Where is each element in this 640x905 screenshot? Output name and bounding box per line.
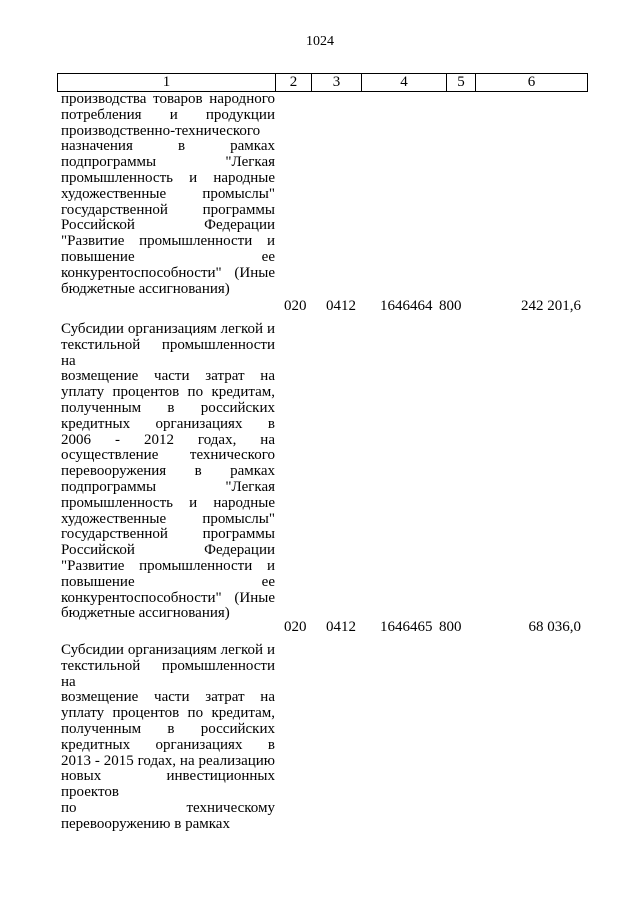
description-line: "Развитие промышленности и (61, 233, 275, 250)
description-line: конкурентоспособности" (Иные (61, 264, 275, 281)
description-line: бюджетные ассигнования) (61, 605, 230, 622)
description-line: подпрограммы "Легкая (61, 478, 275, 495)
row-1-code-col5: 800 (439, 298, 462, 314)
description-line: "Развитие промышленности и (61, 557, 275, 574)
description-line: государственной программы (61, 201, 275, 218)
column-header-3: 3 (312, 74, 362, 92)
description-line: 2006 - 2012 годах, на (61, 431, 275, 448)
description-line: кредитных организациях в (61, 736, 275, 753)
description-line: осуществление технического (61, 447, 275, 464)
description-line: текстильной промышленности на (61, 657, 275, 690)
description-line: назначения в рамках (61, 138, 275, 155)
description-line: повышение ее (61, 248, 275, 265)
description-line: промышленность и народные (61, 169, 275, 186)
description-line: потребления и продукции (61, 106, 275, 123)
page-number: 1024 (306, 34, 334, 49)
column-header-4: 4 (362, 74, 447, 92)
row-2-amount: 68 036,0 (528, 619, 581, 635)
column-header-row (58, 74, 588, 92)
description-line: уплату процентов по кредитам, (61, 384, 275, 401)
row-1-amount: 242 201,6 (521, 298, 581, 314)
row-2-code-col5: 800 (439, 619, 462, 635)
row-1-code-col3: 0412 (326, 298, 356, 314)
row-2-code-col4: 1646465 (380, 619, 433, 635)
description-line: производственно-технического (61, 122, 261, 139)
description-line: художественные промыслы" (61, 185, 275, 202)
description-line: новых инвестиционных проектов (61, 768, 275, 801)
column-header-table (57, 73, 588, 92)
description-line: Субсидии организациям легкой и (61, 642, 275, 658)
description-line: полученным в российских (61, 399, 275, 416)
description-line: по техническому (61, 799, 275, 816)
row-2-code-col2: 020 (284, 619, 307, 635)
row-1-description (61, 92, 275, 297)
column-header-2: 2 (276, 74, 312, 92)
description-line: художественные промыслы" (61, 510, 275, 527)
description-line: 2013 - 2015 годах, на реализацию (61, 752, 275, 769)
description-line: бюджетные ассигнования) (61, 280, 230, 297)
row-3-description (61, 643, 275, 833)
description-line: текстильной промышленности на (61, 336, 275, 369)
column-header-5: 5 (447, 74, 476, 92)
row-1-code-col2: 020 (284, 298, 307, 314)
column-header-1: 1 (58, 74, 276, 92)
description-line: конкурентоспособности" (Иные (61, 589, 275, 606)
description-line: перевооружения в рамках (61, 463, 275, 480)
description-line: перевооружению в рамках (61, 815, 230, 832)
description-line: промышленность и народные (61, 494, 275, 511)
row-2-code-col3: 0412 (326, 619, 356, 635)
description-line: возмещение части затрат на (61, 689, 275, 706)
description-line: подпрограммы "Легкая (61, 154, 275, 171)
description-line: возмещение части затрат на (61, 368, 275, 385)
description-line: полученным в российских (61, 720, 275, 737)
description-line: производства товаров народного (61, 91, 275, 107)
column-header-6: 6 (476, 74, 588, 92)
description-line: уплату процентов по кредитам, (61, 705, 275, 722)
description-line: Российской Федерации (61, 217, 275, 234)
description-line: государственной программы (61, 526, 275, 543)
row-2-description (61, 322, 275, 622)
description-line: повышение ее (61, 573, 275, 590)
description-line: кредитных организациях в (61, 415, 275, 432)
description-line: Субсидии организациям легкой и (61, 321, 275, 337)
row-1-code-col4: 1646464 (380, 298, 433, 314)
description-line: Российской Федерации (61, 542, 275, 559)
